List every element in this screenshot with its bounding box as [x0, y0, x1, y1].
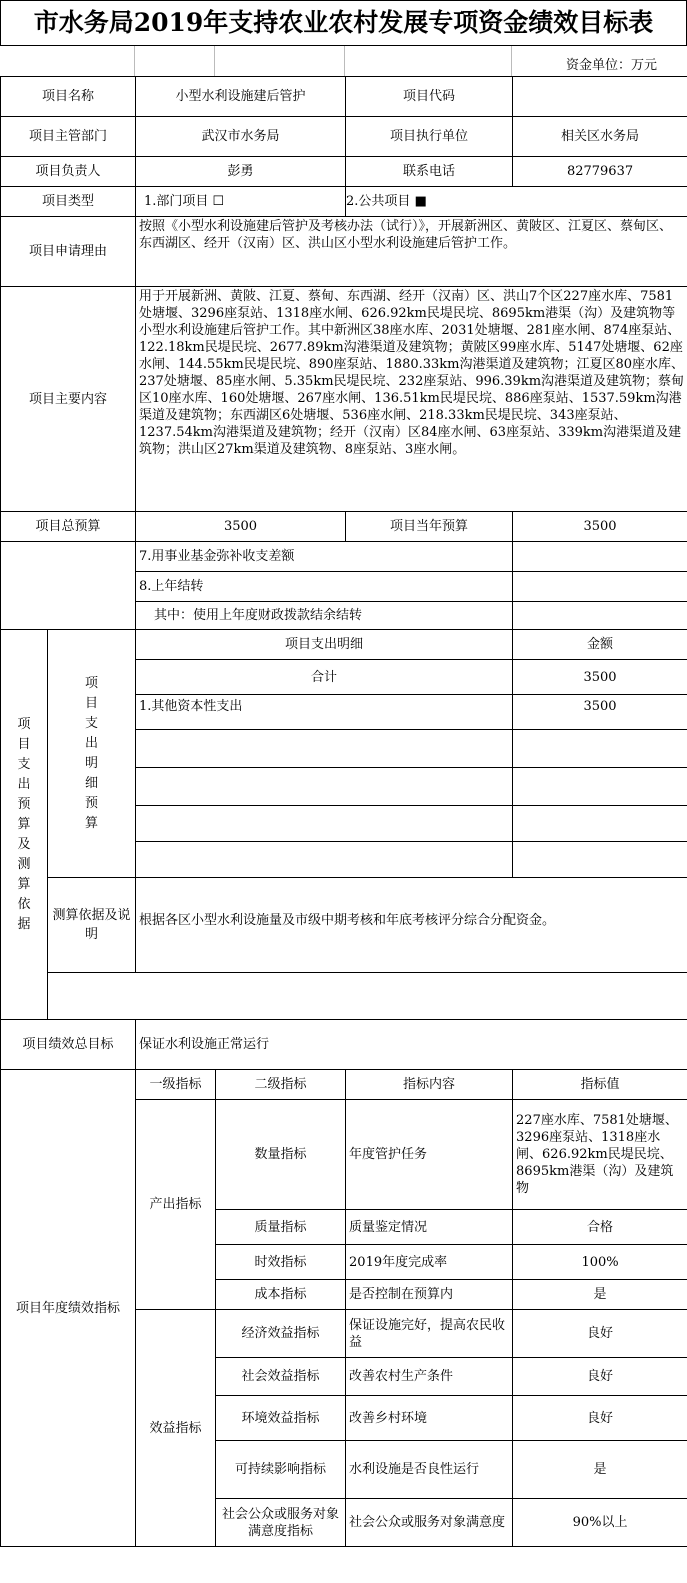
expense-empty-cell: [513, 730, 687, 768]
indicator-side-label: 项目年度绩效指标: [1, 1070, 136, 1547]
project-name-label: 项目名称: [1, 77, 136, 117]
indicator-l2: 经济效益指标: [216, 1310, 346, 1358]
indicator-value: 100%: [513, 1245, 687, 1280]
indicator-value: 是: [513, 1280, 687, 1310]
indicator-content: 质量鉴定情况: [346, 1210, 513, 1245]
indicator-h4: 指标值: [513, 1070, 687, 1100]
expense-sum-value: 3500: [513, 660, 687, 695]
dept-value: 武汉市水务局: [136, 117, 346, 157]
content-text: 用于开展新洲、黄陂、江夏、蔡甸、东西湖、经开（汉南）区、洪山7个区227座水库、7581处塘堰、3296座泵站、1318座水闸、626.92km民堤民垸、8695km港渠（沟）及建筑物等小型水利设施建后管护工作。其中新洲区38座水库、2031处塘堰、281座水闸、874座泵站、122.18km民堤民垸、2677.89km沟港渠道及建筑物；黄陂区99座水库、5147处塘堰、62座水闸、144.55km民堤民垸、890座泵站、1880.33km沟港渠道及建筑物；江夏区80座水库、237处塘堰、85座水闸、5.35km民堤民垸、232座泵站、996.39km沟港渠道及建筑物；蔡甸区10座水库、160处塘堰、267座水闸、136.51km民堤民垸、886座泵站、1537.59km沟港渠道及建筑物；东西湖区6处塘堰、536座水闸、218.33km民堤民垸、343座泵站、1237.54km沟港渠道及建筑物；经开（汉南）区84座水闸、63座泵站、339km沟港渠道及建筑物；洪山区27km渠道及建筑物、8座泵站、3座水闸。: [136, 287, 687, 512]
head-label: 项目负责人: [1, 157, 136, 187]
item8-value: [513, 572, 687, 602]
page-title: 市水务局2019年支持农业农村发展专项资金绩效目标表: [0, 0, 687, 46]
expense-row1-value: 3500: [513, 695, 687, 730]
basis-text: 根据各区小型水利设施量及市级中期考核和年底考核评分综合分配资金。: [136, 878, 687, 973]
indicator-l2: 可持续影响指标: [216, 1441, 346, 1499]
expense-empty-row: [136, 842, 513, 878]
indicator-content: 水利设施是否良性运行: [346, 1441, 513, 1499]
indicator-l2: 时效指标: [216, 1245, 346, 1280]
indicator-h1: 一级指标: [136, 1070, 216, 1100]
phone-label: 联系电话: [346, 157, 513, 187]
year-budget-label: 项目当年预算: [346, 512, 513, 542]
indicator-value: 合格: [513, 1210, 687, 1245]
goal-text: 保证水利设施正常运行: [136, 1020, 687, 1070]
indicator-content: 年度管护任务: [346, 1100, 513, 1210]
item7-label: 7.用事业基金弥补收支差额: [136, 542, 513, 572]
basis-label: 测算依据及说明: [48, 878, 136, 973]
project-code-label: 项目代码: [346, 77, 513, 117]
indicator-content: 改善乡村环境: [346, 1396, 513, 1441]
reason-label: 项目申请理由: [1, 217, 136, 287]
type-label: 项目类型: [1, 187, 136, 217]
indicator-content: 改善农村生产条件: [346, 1358, 513, 1396]
expense-sum-label: 合计: [136, 660, 513, 695]
expense-amount-header: 金额: [513, 630, 687, 660]
expense-side-label: 项目支出预算及测算依据: [1, 630, 48, 1020]
indicator-value: 良好: [513, 1358, 687, 1396]
indicator-content: 是否控制在预算内: [346, 1280, 513, 1310]
item8-label: 8.上年结转: [136, 572, 513, 602]
exec-unit-value: 相关区水务局: [513, 117, 687, 157]
dept-label: 项目主管部门: [1, 117, 136, 157]
reason-text: 按照《小型水利设施建后管护及考核办法（试行）》，开展新洲区、黄陂区、江夏区、蔡甸区、东西湖区、经开（汉南）区、洪山区小型水利设施建后管护工作。: [136, 217, 687, 287]
project-name-value: 小型水利设施建后管护: [136, 77, 346, 117]
phone-value: 82779637: [513, 157, 687, 187]
expense-empty-cell: [513, 806, 687, 842]
indicator-content: 2019年度完成率: [346, 1245, 513, 1280]
indicator-value: 是: [513, 1441, 687, 1499]
expense-detail-label: 项目支出明细预算: [48, 630, 136, 878]
indicator-value: 227座水库、7581处塘堰、3296座泵站、1318座水闸、626.92km民堤民垸、8695km港渠（沟）及建筑物: [513, 1100, 687, 1210]
expense-empty-row: [136, 768, 513, 806]
indicator-l2: 数量指标: [216, 1100, 346, 1210]
unit-row: [0, 46, 687, 76]
expense-bottom-blank: [48, 973, 687, 1020]
expense-empty-row: [136, 806, 513, 842]
expense-row1-label: 1.其他资本性支出: [136, 695, 513, 730]
exec-unit-label: 项目执行单位: [346, 117, 513, 157]
output-indicator-label: 产出指标: [136, 1100, 216, 1310]
project-code-value: [513, 77, 687, 117]
expense-empty-row: [136, 730, 513, 768]
indicator-value: 90%以上: [513, 1499, 687, 1547]
benefit-indicator-label: 效益指标: [136, 1310, 216, 1547]
item8-sub-label: 其中：使用上年度财政拨款结余结转: [136, 602, 513, 630]
budget-blank: [1, 542, 136, 630]
goal-label: 项目绩效总目标: [1, 1020, 136, 1070]
indicator-content: 保证设施完好，提高农民收益: [346, 1310, 513, 1358]
indicator-h2: 二级指标: [216, 1070, 346, 1100]
indicator-value: 良好: [513, 1310, 687, 1358]
indicator-h3: 指标内容: [346, 1070, 513, 1100]
indicator-value: 良好: [513, 1396, 687, 1441]
indicator-l2: 环境效益指标: [216, 1396, 346, 1441]
expense-empty-cell: [513, 842, 687, 878]
form-table: [0, 76, 687, 1547]
total-budget-label: 项目总预算: [1, 512, 136, 542]
item8-sub-value: [513, 602, 687, 630]
content-label: 项目主要内容: [1, 287, 136, 512]
total-budget-value: 3500: [136, 512, 346, 542]
item7-value: [513, 542, 687, 572]
type-option-dept: 1.部门项目 ☐: [136, 187, 346, 217]
indicator-content: 社会公众或服务对象满意度: [346, 1499, 513, 1547]
unit-label: 资金单位：万元: [565, 58, 657, 73]
indicator-l2: 社会公众或服务对象满意度指标: [216, 1499, 346, 1547]
expense-detail-header: 项目支出明细: [136, 630, 513, 660]
year-budget-value: 3500: [513, 512, 687, 542]
indicator-l2: 成本指标: [216, 1280, 346, 1310]
indicator-l2: 社会效益指标: [216, 1358, 346, 1396]
type-option-public: 2.公共项目 ■: [346, 187, 687, 217]
indicator-l2: 质量指标: [216, 1210, 346, 1245]
expense-empty-cell: [513, 768, 687, 806]
head-value: 彭勇: [136, 157, 346, 187]
